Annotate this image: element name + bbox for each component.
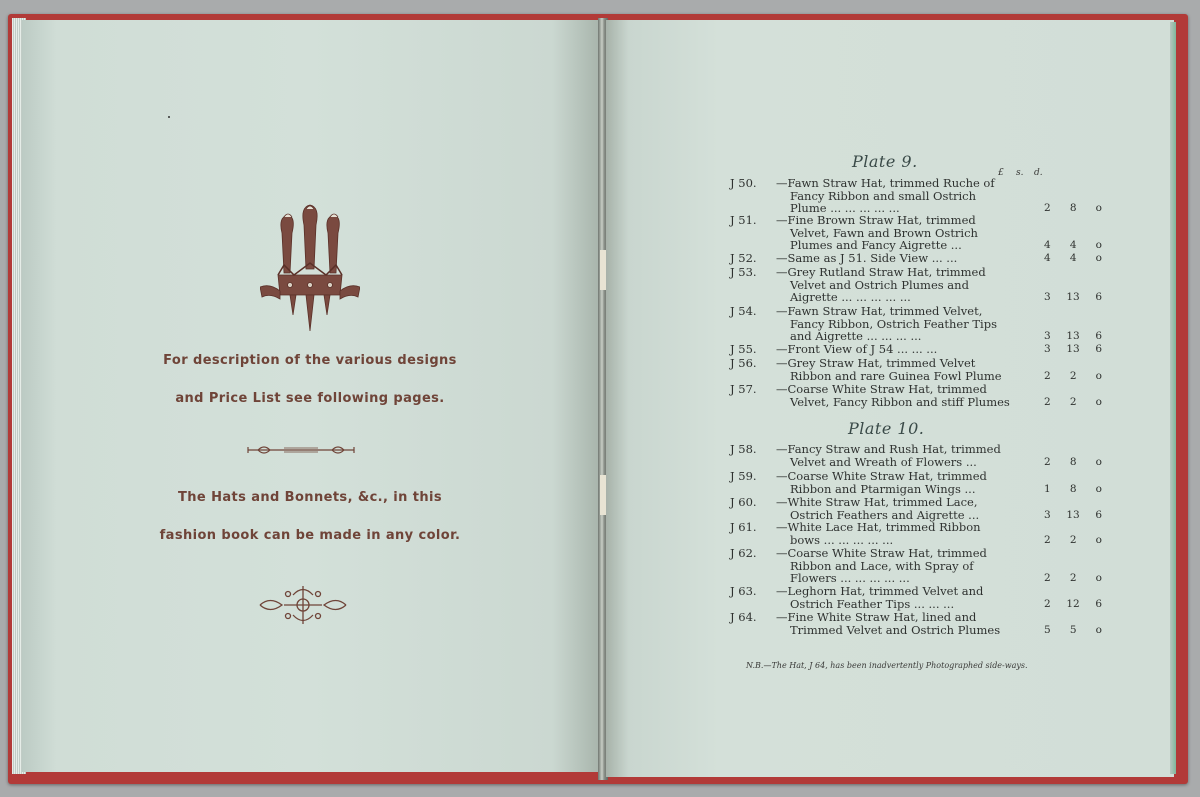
entry-description-line: —Fancy Straw and Rush Hat, trimmed: [776, 442, 1001, 456]
prince-of-wales-feathers-icon: [260, 203, 360, 333]
price-entry: [730, 252, 1102, 265]
entry-description-line: Velvet and Ostrich Plumes and: [790, 277, 969, 292]
price-pence: 6: [1095, 597, 1102, 610]
entry-description-line: —Fine White Straw Hat, lined and: [776, 610, 977, 624]
price-shillings: 8: [1069, 202, 1077, 215]
entry-code: J 64.: [730, 610, 757, 624]
entry-description-line: Plume ... ... ... ... ...: [790, 201, 900, 216]
price-pounds: 4: [1044, 239, 1051, 252]
entry-description-line: —Coarse White Straw Hat, trimmed: [776, 382, 987, 396]
price-pounds: 2: [1044, 202, 1051, 215]
colors-line-2: fashion book can be made in any color.: [159, 528, 461, 543]
price-pounds: 5: [1044, 623, 1051, 636]
entry-price: [1044, 291, 1102, 304]
entry-description-line: Velvet and Wreath of Flowers ...: [790, 454, 977, 469]
entry-description-line: —Same as J 51. Side View ... ...: [776, 251, 958, 265]
shilling-header: s.: [1016, 168, 1024, 178]
entry-price: [1044, 202, 1102, 215]
entry-code: J 60.: [730, 495, 757, 509]
price-pence: 6: [1095, 343, 1102, 355]
entry-price: [1044, 456, 1102, 469]
price-pence: o: [1095, 572, 1102, 585]
left-page: [22, 20, 598, 772]
price-entry: [730, 343, 1102, 356]
entry-code: J 56.: [730, 356, 757, 370]
price-shillings: 4: [1069, 239, 1077, 252]
entry-description-line: —Fine Brown Straw Hat, trimmed: [776, 213, 976, 227]
entry-description-line: Flowers ... ... ... ... ...: [790, 571, 910, 586]
plate-9-title: Plate 9.: [852, 152, 918, 171]
price-pounds: 2: [1044, 572, 1051, 585]
flourish-divider-icon: [244, 443, 358, 457]
price-entry: [730, 611, 1102, 636]
entry-description-line: —Grey Straw Hat, trimmed Velvet: [776, 356, 976, 370]
price-pounds: 3: [1044, 291, 1051, 304]
price-pence: 6: [1095, 291, 1102, 304]
entry-price: [1044, 370, 1102, 383]
entry-price: [1044, 239, 1102, 252]
price-shillings: 13: [1066, 508, 1080, 521]
price-pence: o: [1095, 482, 1102, 495]
price-shillings: 13: [1066, 343, 1080, 355]
price-pence: o: [1095, 395, 1102, 408]
price-shillings: 5: [1069, 623, 1077, 636]
price-pence: o: [1095, 455, 1102, 468]
entry-description-line: —Leghorn Hat, trimmed Velvet and: [776, 584, 984, 598]
entry-description-line: Ribbon and Ptarmigan Wings ...: [790, 481, 976, 496]
price-pounds: 2: [1044, 597, 1051, 610]
price-entry: [730, 266, 1102, 304]
description-line-2: and Price List see following pages.: [175, 391, 445, 406]
price-entry: [730, 496, 1102, 521]
price-entry: [730, 443, 1102, 468]
price-pounds: 3: [1044, 508, 1051, 521]
entry-code: J 58.: [730, 442, 757, 456]
price-entry: [730, 470, 1102, 495]
price-pence: o: [1095, 239, 1102, 252]
plate-10-title: Plate 10.: [848, 419, 925, 438]
price-pounds: 2: [1044, 455, 1051, 468]
entry-price: [1044, 572, 1102, 585]
entry-price: [1044, 509, 1102, 522]
price-entry: [730, 383, 1102, 408]
entry-description-line: —White Straw Hat, trimmed Lace,: [776, 495, 978, 509]
entry-description-line: Aigrette ... ... ... ... ...: [790, 290, 911, 305]
entry-code: J 53.: [730, 265, 757, 279]
entry-code: J 55.: [730, 342, 757, 356]
price-pounds: 3: [1044, 343, 1051, 355]
entry-code: J 59.: [730, 469, 757, 483]
footnote: N.B.—The Hat, J 64, has been inadvertently Photographed side-ways.: [746, 661, 1028, 670]
entry-price: [1044, 252, 1102, 265]
entry-description-line: Trimmed Velvet and Ostrich Plumes: [790, 622, 1001, 637]
entry-description-line: Ribbon and rare Guinea Fowl Plume: [790, 368, 1002, 383]
entry-description-line: and Aigrette ... ... ... ...: [790, 329, 922, 344]
entry-description-line: Velvet, Fancy Ribbon and stiff Plumes: [790, 394, 1010, 409]
price-pounds: 2: [1044, 395, 1051, 408]
entry-description-line: —Fawn Straw Hat, trimmed Velvet,: [776, 304, 983, 318]
entry-price: [1044, 598, 1102, 611]
price-entry: [730, 547, 1102, 585]
entry-code: J 54.: [730, 304, 757, 318]
entry-price: [1044, 330, 1102, 343]
price-entry: [730, 214, 1102, 252]
price-shillings: 2: [1069, 395, 1077, 408]
entry-description-line: Fancy Ribbon and small Ostrich: [790, 188, 977, 203]
price-shillings: 2: [1069, 369, 1077, 382]
right-page: [606, 20, 1174, 777]
price-pounds: 2: [1044, 369, 1051, 382]
price-shillings: 12: [1066, 597, 1080, 610]
entry-description-line: Ostrich Feathers and Aigrette ...: [790, 507, 980, 522]
price-entry: [730, 357, 1102, 382]
price-shillings: 4: [1069, 252, 1077, 264]
price-pence: o: [1095, 369, 1102, 382]
entry-price: [1044, 534, 1102, 547]
price-pounds: 1: [1044, 482, 1051, 495]
entry-description-line: Velvet, Fawn and Brown Ostrich: [790, 225, 978, 240]
entry-code: J 63.: [730, 584, 757, 598]
price-pounds: 3: [1044, 330, 1051, 343]
price-shillings: 13: [1066, 291, 1080, 304]
price-pounds: 2: [1044, 533, 1051, 546]
price-shillings: 2: [1069, 572, 1077, 585]
pound-header: £: [998, 168, 1004, 178]
entry-description-line: Fancy Ribbon, Ostrich Feather Tips: [790, 316, 997, 331]
entry-price: [1044, 483, 1102, 496]
entry-description-line: Ribbon and Lace, with Spray of: [790, 558, 974, 573]
price-pounds: 4: [1044, 252, 1051, 264]
entry-description-line: —Front View of J 54 ... ... ...: [776, 342, 938, 356]
page-edge-right: [1170, 22, 1176, 774]
price-shillings: 8: [1069, 482, 1077, 495]
floral-ornament-icon: [258, 582, 348, 628]
entry-description-line: Plumes and Fancy Aigrette ...: [790, 238, 962, 253]
entry-price: [1044, 343, 1102, 356]
description-line-1: For description of the various designs: [163, 353, 457, 368]
entry-code: J 52.: [730, 251, 757, 265]
price-pence: o: [1095, 623, 1102, 636]
entry-code: J 61.: [730, 520, 757, 534]
ink-speck: [168, 116, 170, 118]
entry-code: J 50.: [730, 176, 757, 190]
price-shillings: 8: [1069, 455, 1077, 468]
entry-description-line: —Grey Rutland Straw Hat, trimmed: [776, 265, 986, 279]
price-pence: o: [1095, 533, 1102, 546]
entry-description-line: —Fawn Straw Hat, trimmed Ruche of: [776, 176, 995, 190]
price-shillings: 13: [1066, 330, 1080, 343]
entry-price: [1044, 624, 1102, 637]
colors-line-1: The Hats and Bonnets, &c., in this: [178, 490, 442, 505]
entry-description-line: Ostrich Feather Tips ... ... ...: [790, 596, 955, 611]
entry-code: J 51.: [730, 213, 757, 227]
entry-description-line: —Coarse White Straw Hat, trimmed: [776, 469, 987, 483]
price-entry: [730, 521, 1102, 546]
entry-description-line: —White Lace Hat, trimmed Ribbon: [776, 520, 981, 534]
entry-description-line: bows ... ... ... ... ...: [790, 532, 894, 547]
entry-code: J 57.: [730, 382, 757, 396]
price-entry: [730, 177, 1102, 215]
price-shillings: 2: [1069, 533, 1077, 546]
pence-header: d.: [1034, 168, 1043, 178]
price-pence: 6: [1095, 330, 1102, 343]
price-pence: o: [1095, 252, 1102, 264]
price-entry: [730, 305, 1102, 343]
entry-description-line: —Coarse White Straw Hat, trimmed: [776, 546, 987, 560]
price-pence: 6: [1095, 508, 1102, 521]
price-pence: o: [1095, 202, 1102, 215]
entry-code: J 62.: [730, 546, 757, 560]
price-entry: [730, 585, 1102, 610]
entry-price: [1044, 396, 1102, 409]
